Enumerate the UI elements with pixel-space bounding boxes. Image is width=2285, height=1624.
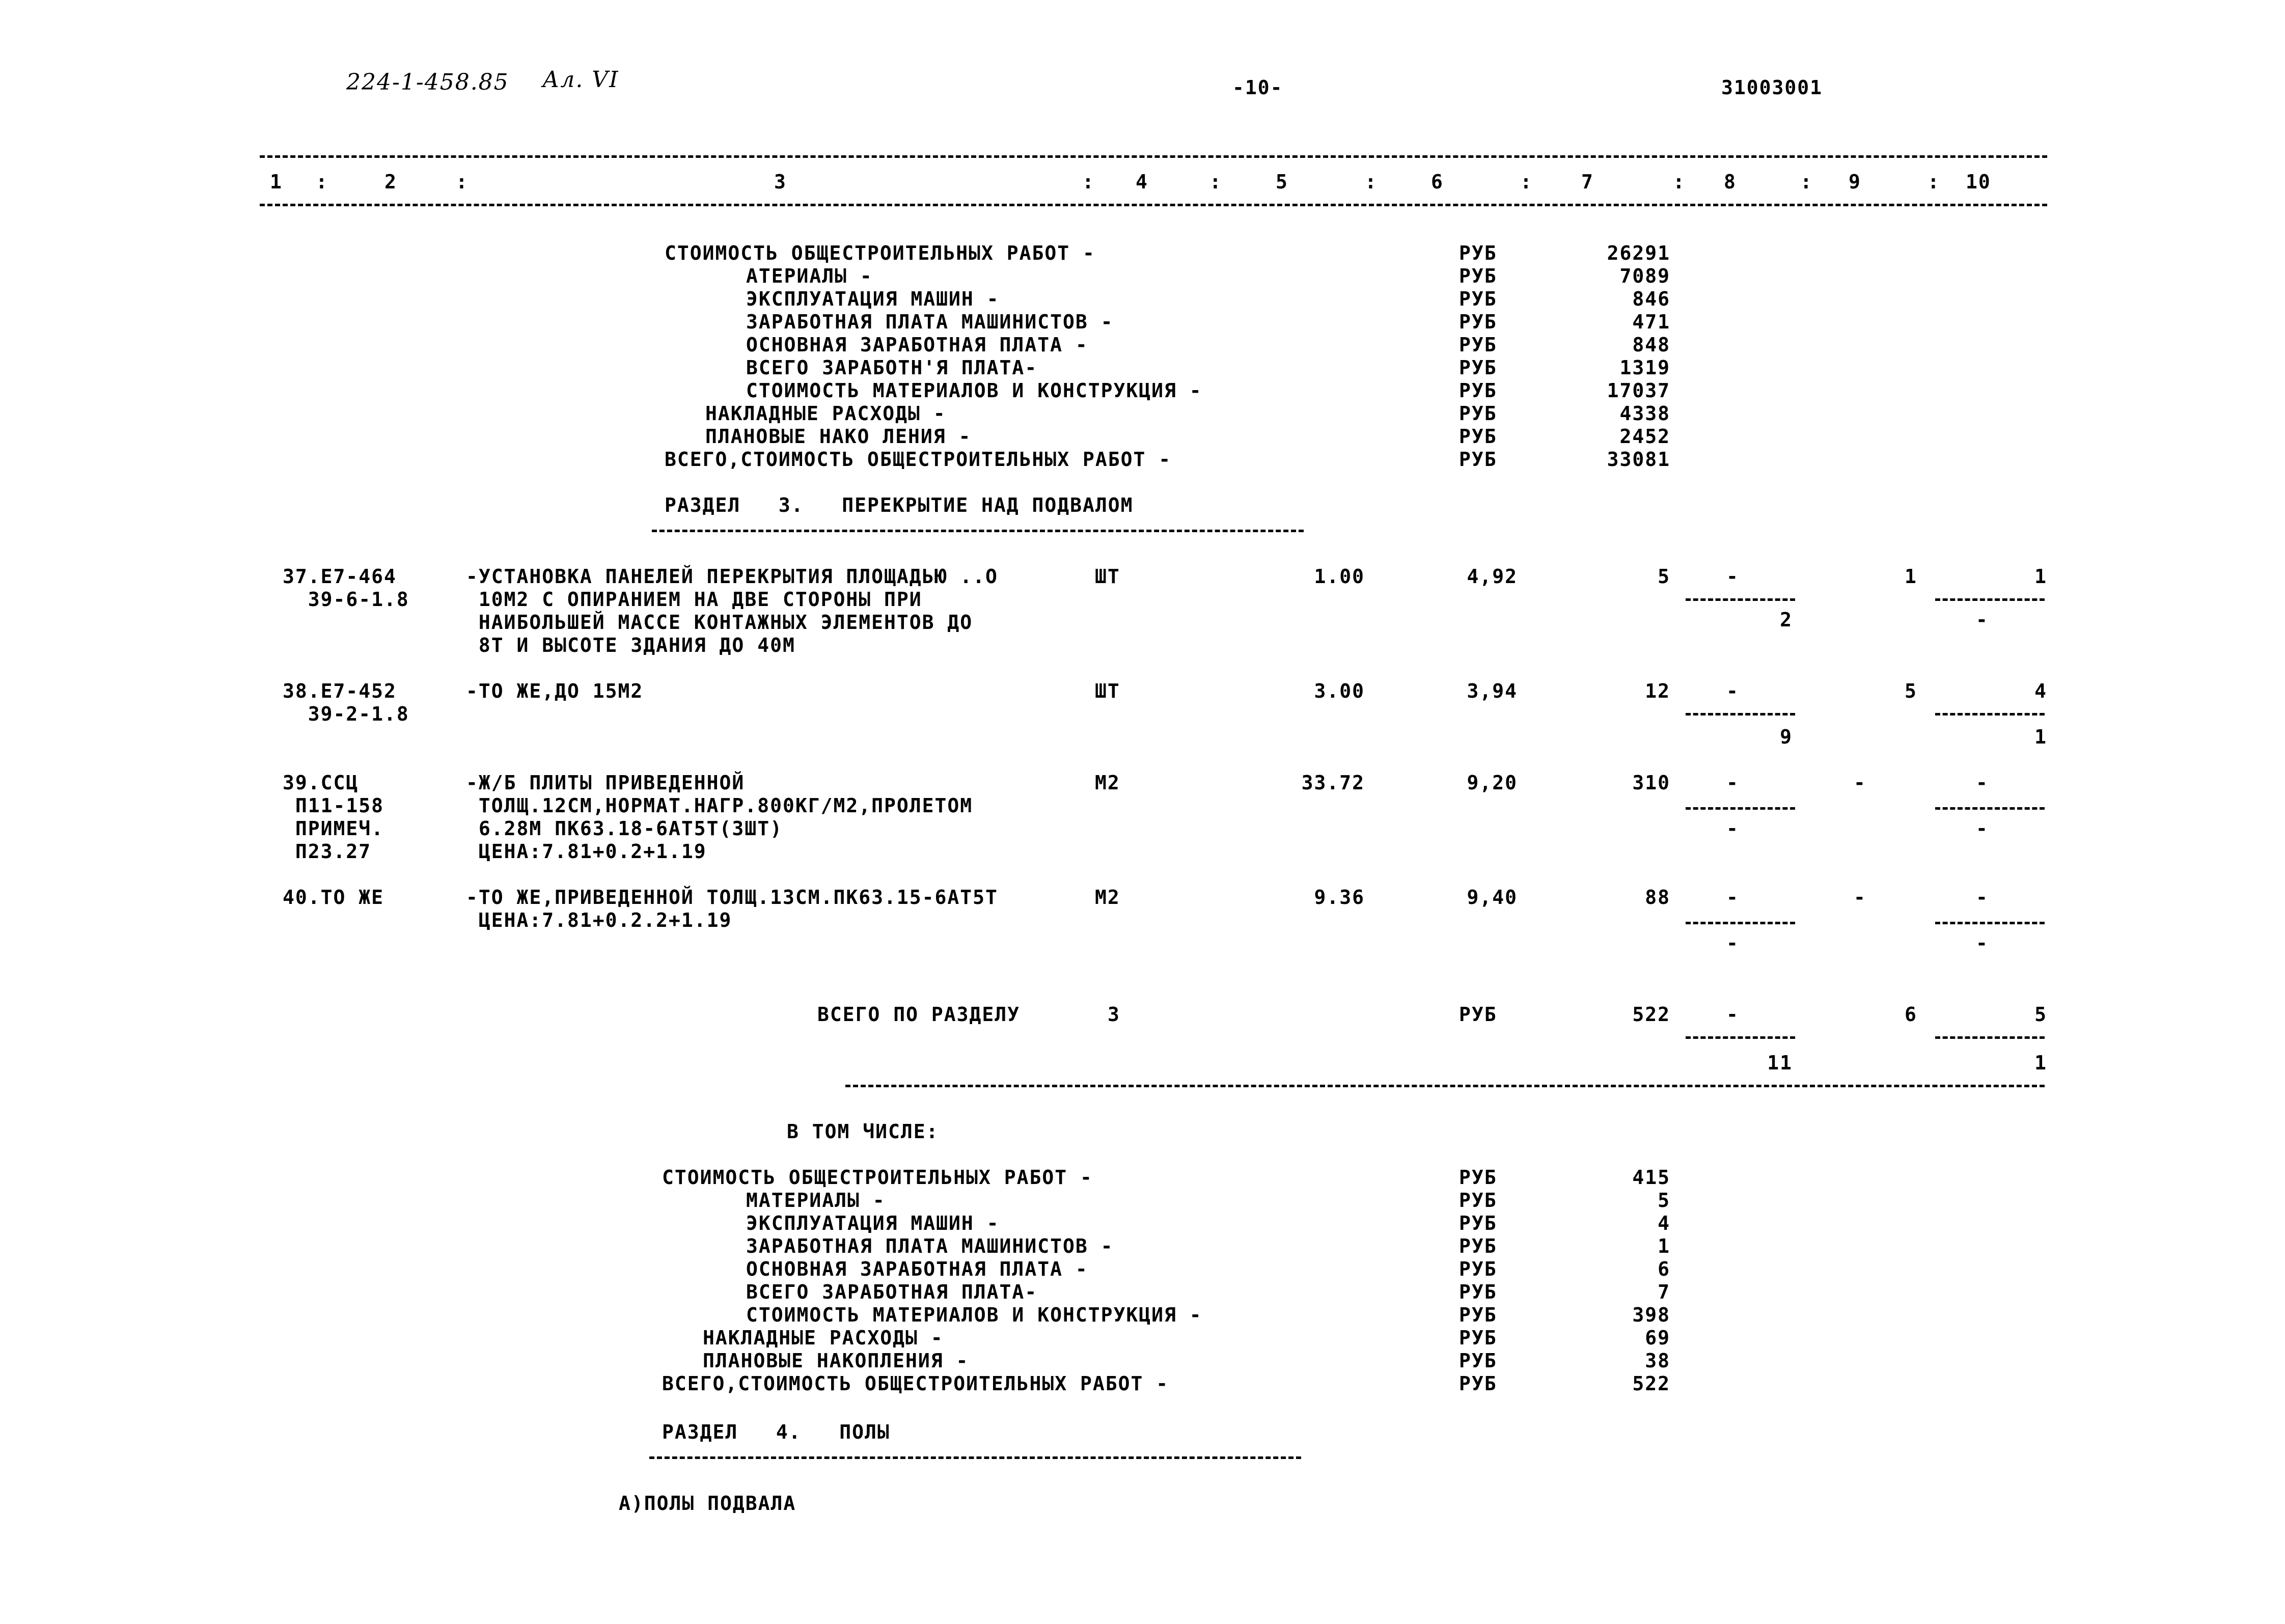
row-price: 9,20 xyxy=(1467,772,1518,794)
summary-label: ВСЕГО ЗАРАБОТНАЯ ПЛАТА- xyxy=(746,1281,1038,1303)
row-col10-bottom: 1 xyxy=(2034,726,2047,748)
row-unit: М2 xyxy=(1095,886,1120,909)
summary-label: АТЕРИАЛЫ - xyxy=(746,265,873,287)
column-number: 5 xyxy=(1276,171,1288,193)
row-quantity: 3.00 xyxy=(1314,680,1365,702)
column-number: 8 xyxy=(1724,171,1737,193)
header-rule-top xyxy=(260,155,2047,158)
row-col9: - xyxy=(1854,886,1866,909)
row-col8-top: - xyxy=(1726,680,1739,702)
row-col10-top: - xyxy=(1976,772,1989,794)
section-total-col10-bottom: 1 xyxy=(2034,1052,2047,1074)
summary-unit: РУБ xyxy=(1459,334,1497,356)
subsection-title: А)ПОЛЫ ПОДВАЛА xyxy=(619,1492,796,1515)
summary-value: 17037 xyxy=(1607,379,1670,402)
row-code: ПРИМЕЧ. xyxy=(283,817,384,840)
summary-unit: РУБ xyxy=(1459,379,1497,402)
column-number: 6 xyxy=(1431,171,1444,193)
summary-value: 522 xyxy=(1632,1372,1670,1395)
section-total-label: ВСЕГО ПО РАЗДЕЛУ xyxy=(817,1003,1021,1026)
summary-value: 69 xyxy=(1645,1327,1670,1349)
column-number: 3 xyxy=(774,171,787,193)
row-col8-top: - xyxy=(1726,772,1739,794)
row-col8-top: - xyxy=(1726,886,1739,909)
summary-label: ЭКСПЛУАТАЦИЯ МАШИН - xyxy=(746,288,1000,310)
summary-label: МАТЕРИАЛЫ - xyxy=(746,1189,886,1212)
column-number: 10 xyxy=(1966,171,1991,193)
summary-label: ВСЕГО,СТОИМОСТЬ ОБЩЕСТРОИТЕЛЬНЫХ РАБОТ - xyxy=(662,1372,1169,1395)
summary-value: 7089 xyxy=(1619,265,1670,287)
summary-label: ОСНОВНАЯ ЗАРАБОТНАЯ ПЛАТА - xyxy=(746,1258,1088,1280)
summary-unit: РУБ xyxy=(1459,1258,1497,1280)
column-number: 2 xyxy=(384,171,397,193)
fraction-rule xyxy=(1935,598,2045,601)
summary-label: ЭКСПЛУАТАЦИЯ МАШИН - xyxy=(746,1212,1000,1234)
row-col9: 5 xyxy=(1905,680,1917,702)
column-number: 9 xyxy=(1849,171,1861,193)
row-col10-top: 4 xyxy=(2034,680,2047,702)
row-total: 5 xyxy=(1658,565,1670,588)
summary-label: СТОИМОСТЬ МАТЕРИАЛОВ И КОНСТРУКЦИЯ - xyxy=(746,379,1202,402)
section-total-unit: РУБ xyxy=(1459,1003,1497,1026)
fraction-rule xyxy=(1935,713,2045,715)
summary-unit: РУБ xyxy=(1459,402,1497,425)
summary-unit: РУБ xyxy=(1459,448,1497,471)
summary-label: СТОИМОСТЬ ОБЩЕСТРОИТЕЛЬНЫХ РАБОТ - xyxy=(665,242,1095,264)
summary-label: ПЛАНОВЫЕ НАКО ЛЕНИЯ - xyxy=(705,425,972,448)
row-quantity: 1.00 xyxy=(1314,565,1365,588)
row-description: ЦЕНА:7.81+0.2+1.19 xyxy=(466,840,707,863)
fraction-rule xyxy=(1686,1036,1795,1039)
row-code: 40.ТО ЖЕ xyxy=(283,886,384,909)
row-code: 39.ССЦ xyxy=(283,772,359,794)
summary-unit: РУБ xyxy=(1459,1281,1497,1303)
fraction-rule xyxy=(1686,807,1795,810)
row-unit: ШТ xyxy=(1095,680,1120,702)
summary-unit: РУБ xyxy=(1459,1350,1497,1372)
summary-unit: РУБ xyxy=(1459,242,1497,264)
summary-label: НАКЛАДНЫЕ РАСХОДЫ - xyxy=(705,402,946,425)
row-code: П23.27 xyxy=(283,840,372,863)
section-total-col10-top: 5 xyxy=(2034,1003,2047,1026)
summary-value: 26291 xyxy=(1607,242,1670,264)
summary-unit: РУБ xyxy=(1459,1189,1497,1212)
summary-label: ВСЕГО ЗАРАБОТН'Я ПЛАТА- xyxy=(746,356,1038,379)
row-col10-bottom: - xyxy=(1976,932,1989,954)
summary-value: 7 xyxy=(1658,1281,1670,1303)
row-col9: - xyxy=(1854,772,1866,794)
album-number: Ал. VI xyxy=(542,67,619,93)
summary-unit: РУБ xyxy=(1459,425,1497,448)
row-description: НАИБОЛЬШЕЙ МАССЕ КОНТАЖНЫХ ЭЛЕМЕНТОВ ДО xyxy=(466,611,973,634)
summary-value: 4338 xyxy=(1619,402,1670,425)
fraction-rule xyxy=(1935,1036,2045,1039)
row-col8-bottom: - xyxy=(1726,817,1739,840)
row-col8-bottom: - xyxy=(1726,932,1739,954)
row-description: -УСТАНОВКА ПАНЕЛЕЙ ПЕРЕКРЫТИЯ ПЛОЩАДЬЮ ..О xyxy=(466,565,998,588)
summary-label: ЗАРАБОТНАЯ ПЛАТА МАШИНИСТОВ - xyxy=(746,1235,1114,1257)
row-col10-bottom: - xyxy=(1976,609,1989,631)
section-underline xyxy=(652,530,1304,532)
section-total-col8-bottom: 11 xyxy=(1767,1052,1793,1074)
document-page: 224-1-458.85 Ал. VI -10- 31003001 1 : 2 : 3 : 4 : 5 : 6 : 7 : 8 : 9 : 10 СТОИМОСТЬ ОБЩЕСТРОИТЕЛЬНЫХ РАБОТ - АТЕРИАЛЫ - ЭКСПЛУАТАЦИЯ МАШИН - ЗАРАБОТНАЯ ПЛАТА МАШИНИСТОВ - ОСНОВНАЯ ЗАРАБОТНАЯ ПЛАТА - ВСЕГО ЗАРАБОТН'Я ПЛАТА- СТОИМОСТЬ МАТЕРИАЛОВ И КОНСТРУКЦИЯ - НАКЛАДНЫЕ РАСХОДЫ - ПЛАНОВЫЕ НАКО ЛЕНИЯ - ВСЕГО,СТОИМОСТЬ ОБЩЕСТРОИТЕЛЬНЫХ РАБОТ - РУБ РУБ РУБ РУБ РУБ РУБ РУБ РУБ РУБ РУБ 26291 7089 846 471 848 1319 17037 4338 2452 33081 РАЗДЕЛ 3. ПЕРЕКРЫТИЕ НАД ПОДВАЛОМ 37.Е7-464 39-6-1.8 -УСТАНОВКА ПАНЕЛЕЙ ПЕРЕКРЫТИЯ ПЛОЩАДЬЮ ..О 10М2 С ОПИРАНИЕМ НА ДВЕ СТОРОНЫ ПРИ НАИБОЛЬШЕЙ МАССЕ КОНТАЖНЫХ ЭЛЕМЕНТОВ ДО 8Т И ВЫСОТЕ ЗДАНИЯ ДО 40М ШТ 1.00 4,92 5 - 2 1 1 - 38.Е7-452 39-2-1.8 -ТО ЖЕ,ДО 15М2 ШТ 3.00 3,94 12 - 9 5 4 1 39.ССЦ П11-158 ПРИМЕЧ. П23.27 -Ж/Б ПЛИТЫ ПРИВЕДЕННОЙ ТОЛЩ.12СМ,НОРМАТ.НАГР.800КГ/М2,ПРОЛЕТОМ 6.28М ПК63.18-6АТ5Т(3ШТ) ЦЕНА:7.81+0.2+1.19 М2 33.72 9,20 310 - - - - - 40.ТО ЖЕ -ТО ЖЕ,ПРИВЕДЕННОЙ ТОЛЩ.13СМ.ПК63.15-6АТ5Т ЦЕНА:7.81+0.2.2+1.19 М2 9.36 9,40 88 - - - - - ВСЕГО ПО РАЗДЕЛУ 3 РУБ 522 - 11 6 5 1 В ТОМ ЧИСЛЕ: СТОИМОСТЬ ОБЩЕСТРОИТЕЛЬНЫХ РАБОТ - МАТЕРИАЛЫ - ЭКСПЛУАТАЦИЯ МАШИН - ЗАРАБОТНАЯ ПЛАТА МАШИНИСТОВ - ОСНОВНАЯ ЗАРАБОТНАЯ ПЛАТА - ВСЕГО ЗАРАБОТНАЯ ПЛАТА- СТОИМОСТЬ МАТЕРИАЛОВ И КОНСТРУКЦИЯ - НАКЛАДНЫЕ РАСХОДЫ - ПЛАНОВЫЕ НАКОПЛЕНИЯ - ВСЕГО,СТОИМОСТЬ ОБЩЕСТРОИТЕЛЬНЫХ РАБОТ - РУБ РУБ РУБ РУБ РУБ РУБ РУБ РУБ РУБ РУБ 415 5 4 1 6 7 398 69 38 522 РАЗДЕЛ 4. ПОЛЫ А)ПОЛЫ ПОДВАЛА xyxy=(0,0,2285,1624)
row-total: 88 xyxy=(1645,886,1670,909)
summary-value: 1319 xyxy=(1619,356,1670,379)
row-total: 310 xyxy=(1632,772,1670,794)
summary-label: ЗАРАБОТНАЯ ПЛАТА МАШИНИСТОВ - xyxy=(746,311,1114,333)
row-code: 37.Е7-464 xyxy=(283,565,397,588)
row-price: 9,40 xyxy=(1467,886,1518,909)
section-title: РАЗДЕЛ 3. ПЕРЕКРЫТИЕ НАД ПОДВАЛОМ xyxy=(665,494,1134,516)
summary-value: 5 xyxy=(1658,1189,1670,1212)
row-price: 3,94 xyxy=(1467,680,1518,702)
column-number: 4 xyxy=(1136,171,1148,193)
row-description: -ТО ЖЕ,ПРИВЕДЕННОЙ ТОЛЩ.13СМ.ПК63.15-6АТ5Т xyxy=(466,886,998,909)
summary-value: 398 xyxy=(1632,1304,1670,1326)
fraction-rule xyxy=(1935,922,2045,924)
summary-unit: РУБ xyxy=(1459,288,1497,310)
summary-unit: РУБ xyxy=(1459,1304,1497,1326)
summary-label: НАКЛАДНЫЕ РАСХОДЫ - xyxy=(703,1327,944,1349)
fraction-rule xyxy=(1686,922,1795,924)
summary-value: 471 xyxy=(1632,311,1670,333)
summary-label: СТОИМОСТЬ ОБЩЕСТРОИТЕЛЬНЫХ РАБОТ - xyxy=(662,1166,1093,1189)
in-that-label: В ТОМ ЧИСЛЕ: xyxy=(787,1120,939,1143)
summary-unit: РУБ xyxy=(1459,1212,1497,1234)
header-rule-bottom xyxy=(260,204,2047,206)
row-description: -Ж/Б ПЛИТЫ ПРИВЕДЕННОЙ xyxy=(466,772,745,794)
fraction-rule xyxy=(1935,807,2045,810)
document-code: 224-1-458.85 xyxy=(346,69,509,95)
summary-unit: РУБ xyxy=(1459,1327,1497,1349)
summary-value: 2452 xyxy=(1619,425,1670,448)
summary-label: СТОИМОСТЬ МАТЕРИАЛОВ И КОНСТРУКЦИЯ - xyxy=(746,1304,1202,1326)
row-code: 38.Е7-452 xyxy=(283,680,397,702)
summary-value: 415 xyxy=(1632,1166,1670,1189)
fraction-rule xyxy=(1686,598,1795,601)
section-title: РАЗДЕЛ 4. ПОЛЫ xyxy=(662,1421,890,1443)
summary-unit: РУБ xyxy=(1459,311,1497,333)
page-number: -10- xyxy=(1232,76,1283,99)
section-total-value: 522 xyxy=(1632,1003,1670,1026)
summary-label: ПЛАНОВЫЕ НАКОПЛЕНИЯ - xyxy=(703,1350,969,1372)
summary-value: 6 xyxy=(1658,1258,1670,1280)
row-quantity: 33.72 xyxy=(1301,772,1365,794)
row-quantity: 9.36 xyxy=(1314,886,1365,909)
row-unit: ШТ xyxy=(1095,565,1120,588)
fraction-rule xyxy=(1686,713,1795,715)
row-col10-top: 1 xyxy=(2034,565,2047,588)
row-col8-bottom: 9 xyxy=(1780,726,1793,748)
section-total-rule xyxy=(845,1085,2045,1087)
row-code: 39-2-1.8 xyxy=(283,703,409,725)
column-number: 1 xyxy=(270,171,283,193)
row-description: ЦЕНА:7.81+0.2.2+1.19 xyxy=(466,909,732,931)
section-total-col9: 6 xyxy=(1905,1003,1917,1026)
row-description: 8Т И ВЫСОТЕ ЗДАНИЯ ДО 40М xyxy=(466,634,795,656)
summary-label: ОСНОВНАЯ ЗАРАБОТНАЯ ПЛАТА - xyxy=(746,334,1088,356)
row-code: 39-6-1.8 xyxy=(283,588,409,611)
summary-unit: РУБ xyxy=(1459,1166,1497,1189)
row-col9: 1 xyxy=(1905,565,1917,588)
summary-value: 846 xyxy=(1632,288,1670,310)
summary-value: 38 xyxy=(1645,1350,1670,1372)
row-total: 12 xyxy=(1645,680,1670,702)
section-underline xyxy=(649,1456,1301,1459)
summary-value: 33081 xyxy=(1607,448,1670,471)
section-total-number: 3 xyxy=(1108,1003,1120,1026)
summary-value: 4 xyxy=(1658,1212,1670,1234)
column-number: 7 xyxy=(1581,171,1594,193)
row-unit: М2 xyxy=(1095,772,1120,794)
section-total-col8-top: - xyxy=(1726,1003,1739,1026)
row-code: П11-158 xyxy=(283,794,384,817)
row-col8-top: - xyxy=(1726,565,1739,588)
summary-label: ВСЕГО,СТОИМОСТЬ ОБЩЕСТРОИТЕЛЬНЫХ РАБОТ - xyxy=(665,448,1172,471)
row-col8-bottom: 2 xyxy=(1780,609,1793,631)
sheet-code: 31003001 xyxy=(1721,76,1823,99)
summary-unit: РУБ xyxy=(1459,265,1497,287)
row-description: 10М2 С ОПИРАНИЕМ НА ДВЕ СТОРОНЫ ПРИ xyxy=(466,588,922,611)
row-col10-bottom: - xyxy=(1976,817,1989,840)
row-col10-top: - xyxy=(1976,886,1989,909)
summary-unit: РУБ xyxy=(1459,1372,1497,1395)
summary-unit: РУБ xyxy=(1459,1235,1497,1257)
summary-unit: РУБ xyxy=(1459,356,1497,379)
row-description: -ТО ЖЕ,ДО 15М2 xyxy=(466,680,644,702)
summary-value: 848 xyxy=(1632,334,1670,356)
row-description: ТОЛЩ.12СМ,НОРМАТ.НАГР.800КГ/М2,ПРОЛЕТОМ xyxy=(466,794,973,817)
row-description: 6.28М ПК63.18-6АТ5Т(3ШТ) xyxy=(466,817,783,840)
row-price: 4,92 xyxy=(1467,565,1518,588)
summary-value: 1 xyxy=(1658,1235,1670,1257)
